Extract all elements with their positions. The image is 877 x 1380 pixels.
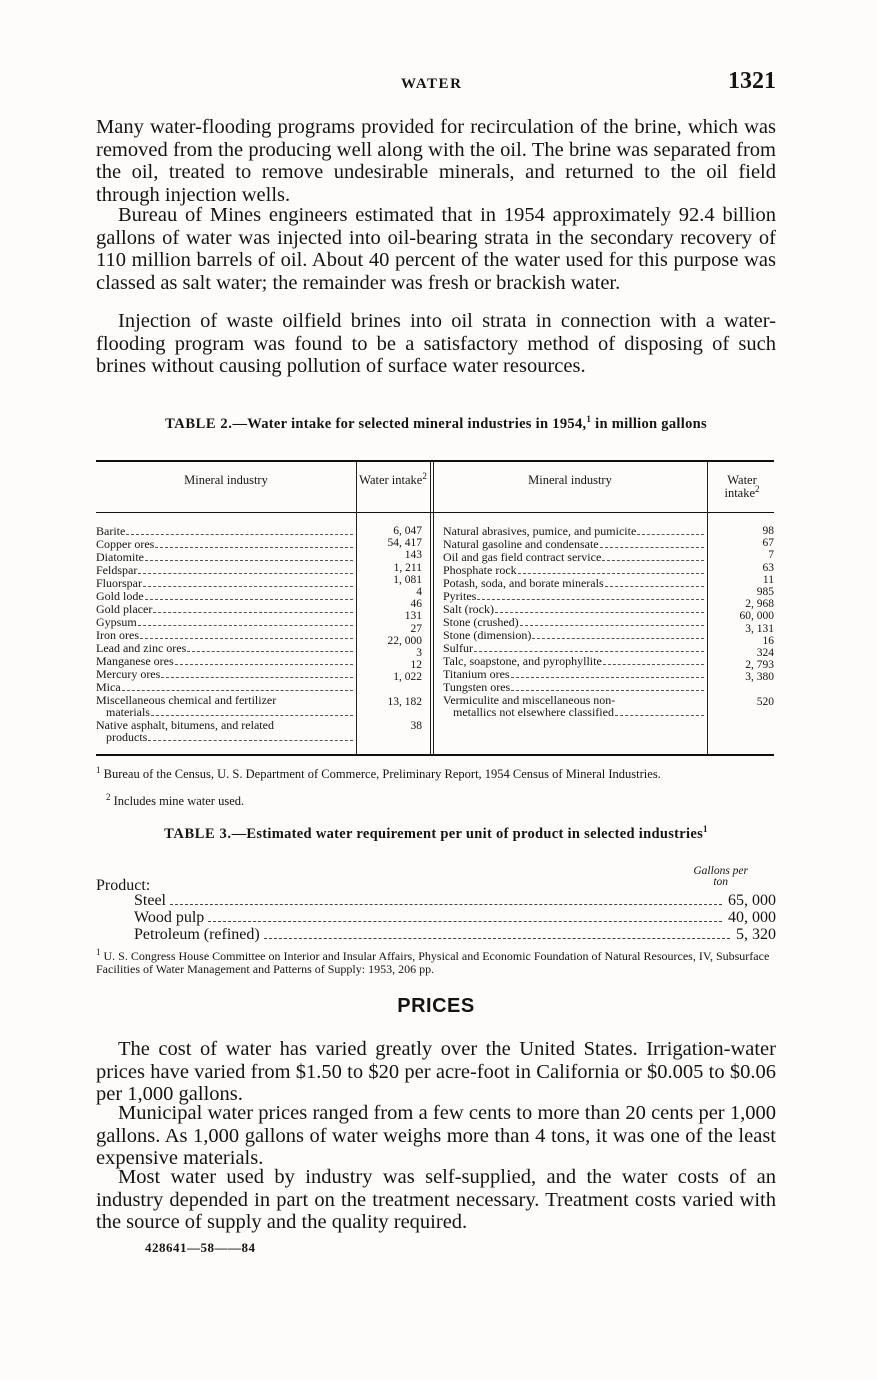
table-row: Sulfur [443, 642, 705, 655]
intro-paragraph-3: Injection of waste oilfield brines into oil strata in connection with a water-flooding program was found to be a satisfactory method of disposing of such brines without causing pollution of surface water resources. [96, 310, 776, 377]
intake-value: 22, 000 [387, 634, 422, 647]
table-header-rule [96, 512, 774, 513]
table2 [96, 460, 774, 756]
table2-caption-lead: TABLE 2. [165, 416, 233, 432]
intake-value: 324 [756, 646, 774, 659]
table-top-rule [96, 460, 774, 462]
product-label: Product: [96, 877, 151, 894]
table-row: Steel 65, 000 [134, 892, 776, 909]
column-divider [356, 462, 357, 754]
table-row: Barite [96, 525, 354, 538]
table3-caption-lead: TABLE 3. [164, 826, 232, 842]
table-row: Gold placer [96, 603, 354, 616]
intake-value: 60, 000 [739, 610, 774, 623]
column-divider [433, 462, 434, 754]
table2-caption [96, 416, 776, 432]
table-row: Pyrites [443, 590, 705, 603]
right-industry-column [443, 525, 705, 719]
table-row: Natural abrasives, pumice, and pumicite [443, 525, 705, 538]
intake-value: 985 [756, 585, 774, 598]
running-header [96, 68, 776, 104]
table-row: Talc, soapstone, and pyrophyllite [443, 655, 705, 668]
running-title: WATER [401, 76, 463, 92]
table2-caption-tail: in million gallons [591, 416, 707, 432]
prices-paragraph-2: Municipal water prices ranged from a few cents to more than 20 cents per 1,000 gallons. As 1,000 gallons of water weighs more than 4 tons, it was one of the least expensive materials. [96, 1102, 776, 1169]
table-row: Iron ores [96, 629, 354, 642]
header-water-intake-right: Water intake$^2$ [724, 473, 760, 500]
unit-header: Gallons per ton [693, 865, 748, 888]
table-row: metallics not elsewhere classified [443, 706, 705, 719]
table-row: Salt (rock) [443, 603, 705, 616]
table-row: Titanium ores [443, 668, 705, 681]
intake-value: 46 [410, 598, 422, 611]
intake-value: 1, 211 [393, 561, 422, 574]
table-row: Stone (crushed) [443, 616, 705, 629]
table-row: Diatomite [96, 551, 354, 564]
footnote-ref-1: 1 [586, 414, 592, 425]
table-row: Gold lode [96, 590, 354, 603]
intake-value: 2, 968 [745, 598, 774, 611]
page-number: 1321 [728, 68, 776, 94]
prices-paragraph-3: Most water used by industry was self-supplied, and the water costs of an industry depended in part on the treatment necessary. Treatment costs varied with the source of supply and the quality required. [96, 1166, 776, 1233]
table-row: Wood pulp 40, 000 [134, 909, 776, 926]
intake-value: 3, 131 [745, 622, 774, 635]
intake-value: 11 [762, 573, 774, 586]
intake-value: 6, 047 [393, 525, 422, 537]
table3-caption-text: —Estimated water requirement per unit of product in selected industries [231, 826, 704, 842]
column-divider [430, 462, 431, 754]
intake-value: 67 [762, 537, 774, 550]
table-row: Stone (dimension) [443, 629, 705, 642]
intake-value: 3, 380 [745, 671, 774, 684]
left-industry-column [96, 525, 354, 744]
intake-value: 1, 022 [393, 671, 422, 684]
table-row: Tungsten ores [443, 681, 705, 694]
table-row-line1: Miscellaneous chemical and fertilizer [96, 693, 277, 707]
intake-value: 13, 182 [387, 695, 422, 708]
table-row: Natural gasoline and condensate [443, 538, 705, 551]
intake-value: 131 [404, 610, 422, 623]
table2-footnote-2: $^2$ Includes mine water used. [106, 791, 245, 808]
intake-value: 27 [410, 622, 422, 635]
table3-caption [96, 826, 776, 842]
header-mineral-industry-right: Mineral industry [528, 473, 612, 487]
table-row: Oil and gas field contract service [443, 551, 705, 564]
intake-value: 63 [762, 561, 774, 574]
intake-value: 3 [416, 646, 422, 659]
intake-value: 98 [762, 525, 774, 537]
header-mineral-industry-left: Mineral industry [184, 473, 268, 487]
table-row-line1: Native asphalt, bitumens, and related [96, 718, 274, 733]
right-intake-column [710, 525, 774, 708]
table-row: Lead and zinc ores [96, 642, 354, 655]
intro-paragraph-2: Bureau of Mines engineers estimated that in 1954 approximately 92.4 billion gallons of water was injected into oil-bearing strata in the secondary recovery of 110 million barrels of oil. About 40 percent of the water used for this purpose was classed as salt water; the remainder was fresh or brackish water. [96, 204, 776, 294]
table-row: Gypsum [96, 616, 354, 629]
table-row: Mica [96, 681, 354, 694]
table-row: Manganese ores [96, 655, 354, 668]
table-row: Phosphate rock [443, 564, 705, 577]
intro-paragraph-1: Many water-flooding programs provided for recirculation of the brine, which was removed from the producing well along with the oil. The brine was separated from the oil, treated to remove undesirable minerals, and returned to the oil field through injection wells. [96, 116, 776, 206]
intake-value: 38 [410, 720, 422, 732]
table2-caption-text: —Water intake for selected mineral industries in 1954, [232, 416, 587, 432]
intake-value: 16 [762, 634, 774, 647]
section-heading-prices: PRICES [397, 995, 475, 1017]
intake-value: 4 [416, 585, 422, 598]
intake-value: 12 [410, 659, 422, 672]
intake-value: 520 [756, 695, 774, 708]
table-row: materials [96, 706, 354, 719]
footnote-ref-1: 1 [703, 824, 708, 835]
intake-value: 2, 793 [745, 659, 774, 672]
header-water-intake-left: Water intake$^2$ [359, 470, 427, 487]
table3 [96, 866, 776, 944]
table-row: Fluorspar [96, 577, 354, 590]
table-row: Copper ores [96, 538, 354, 551]
table-row: Potash, soda, and borate minerals [443, 577, 705, 590]
print-code: 428641—58——84 [145, 1240, 256, 1255]
table-bottom-rule [96, 754, 774, 756]
prices-paragraph-1: The cost of water has varied greatly over the United States. Irrigation-water prices have varied from $1.50 to $20 per acre-foot in California or $0.005 to $0.06 per 1,000 gallons. [96, 1038, 776, 1105]
table3-footnote: $^1$ U. S. Congress House Committee on Interior and Insular Affairs, Physical and Economic Foundation of Natural Resources, IV, Subsurface Facilities of Water Management and Patterns of Supply: 1953, 206 pp. [96, 947, 770, 976]
intake-value: 1, 081 [393, 573, 422, 586]
table-row: Mercury ores [96, 668, 354, 681]
table-row: Feldspar [96, 564, 354, 577]
table2-footnote-1: $^1$ Bureau of the Census, U. S. Department of Commerce, Preliminary Report, 1954 Census of Mineral Industries. [96, 764, 661, 781]
table-row: products [96, 731, 354, 744]
table-row: Petroleum (refined) 5, 320 [134, 926, 776, 943]
column-divider [707, 462, 708, 754]
intake-value: 54, 417 [387, 537, 422, 550]
left-intake-column [358, 525, 422, 732]
table-row-line1: Vermiculite and miscellaneous non- [443, 693, 616, 707]
intake-value: 7 [768, 549, 774, 562]
intake-value: 143 [404, 549, 422, 562]
